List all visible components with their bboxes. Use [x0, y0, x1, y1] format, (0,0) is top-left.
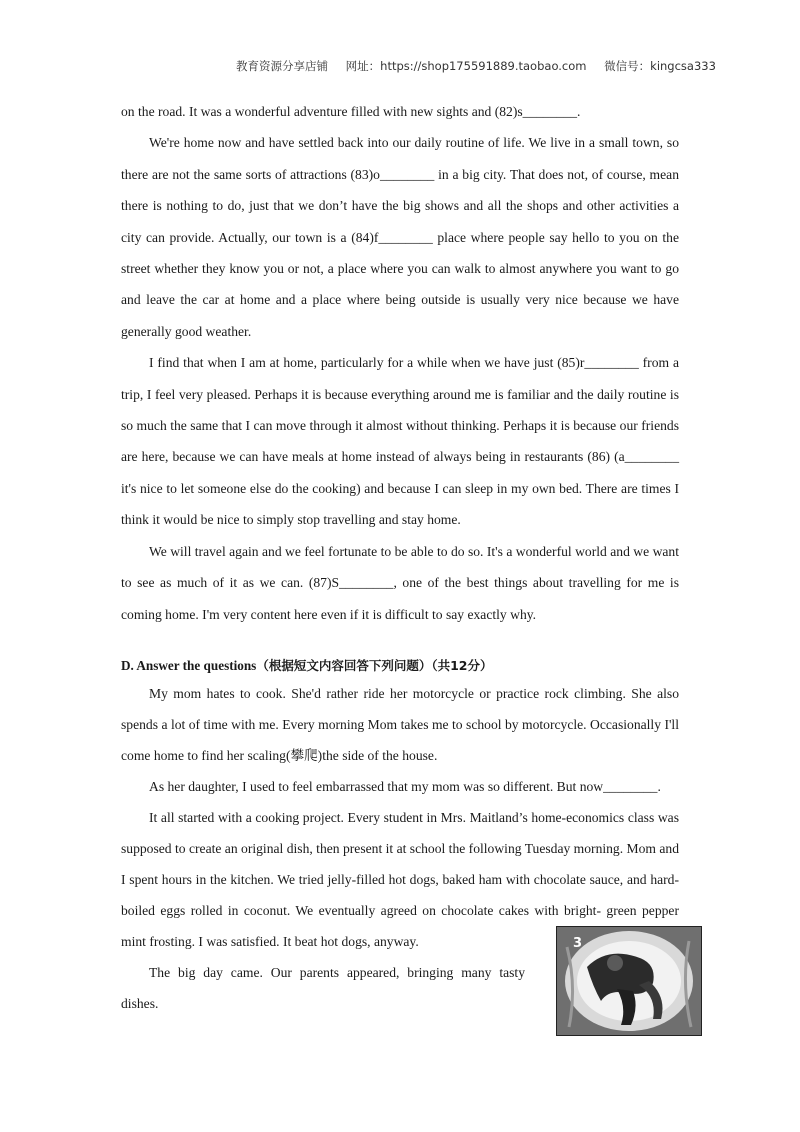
url-label: 网址：: [345, 59, 381, 73]
wechat-value: kingcsa333: [650, 59, 716, 73]
url-value: https://shop175591889.taobao.com: [380, 59, 587, 73]
store-name: 教育资源分享店铺: [236, 59, 328, 73]
passage-c-paragraph-2: We're home now and have settled back into our daily routine of life. We live in a small town, so there are not the same sorts of attractions (83)o________ in a big city. That does not, of course, mean there is nothing to do, just that we don’t have the big shows and all the shops and other activities a city can provide. Actually, our town is a (84)f________ place where people say hello to you on the street whether they know you or not, a place where you can walk to almost anywhere you want to go and leave the car at home and a place where being outside is usually very nice because we have generally good weather.: [121, 135, 679, 339]
page-header: [236, 58, 730, 74]
illustration-image: [556, 926, 702, 1036]
wechat-id: [604, 59, 716, 73]
story-paragraph-4: The big day came. Our parents appeared, bringing many tasty dishes.: [121, 964, 525, 1011]
document-body: [121, 96, 679, 1036]
wechat-label: 微信号：: [604, 59, 651, 73]
illustration-number: 3: [573, 936, 583, 951]
story-paragraph-2: As her daughter, I used to feel embarrassed that my mom was so different. But now________.: [149, 778, 661, 794]
story-paragraph-1: My mom hates to cook. She'd rather ride her motorcycle or practice rock climbing. She also spends a lot of time with me. Every morning Mom takes me to school by motorcycle. Occasionally I'll come home to find her scaling(攀爬)the side of the house.: [121, 685, 679, 763]
section-d-heading: [121, 654, 679, 678]
passage-c-paragraph-4: We will travel again and we feel fortunate to be able to do so. It's a wonderful world and we want to see as much of it as we can. (87)S________, one of the best things about travelling for me is coming home. I'm very content here even if it is difficult to say exactly why.: [121, 543, 679, 622]
section-d-title-cn: （根据短文内容回答下列问题）（共12分）: [256, 657, 493, 673]
passage-c-paragraph-1: on the road. It was a wonderful adventure filled with new sights and (82)s________.: [121, 104, 581, 119]
illustration-drawing: [557, 927, 701, 1035]
story-paragraph-3-text: It all started with a cooking project. Every student in Mrs. Maitland’s home-economics class was supposed to create an original dish, then present it at school the following Tuesday morning. Mom and I spent hours in the kitchen. We tried jelly-filled hot dogs, baked ham with chocolate sauce, and hard-boiled eggs rolled in coconut. We eventually agreed on chocolate cakes with bright- green pepper mint frosting. I was satisfied. It beat hot dogs, anyway.: [121, 809, 680, 949]
store-url: [346, 59, 587, 73]
passage-c-paragraph-3: I find that when I am at home, particularly for a while when we have just (85)r________ from a trip, I feel very pleased. Perhaps it is because everything around me is familiar and the daily routine is so much the same that I can move through it almost without thinking. Perhaps it is because our friends are here, because we can have meals at home instead of always being in restaurants (86) (a________ it's nice to let someone else do the cooking) and because I can sleep in my own bed. There are times I think it would be nice to simply stop travelling and stay home.: [121, 355, 679, 528]
section-d-title-en: D. Answer the questions: [121, 657, 257, 673]
